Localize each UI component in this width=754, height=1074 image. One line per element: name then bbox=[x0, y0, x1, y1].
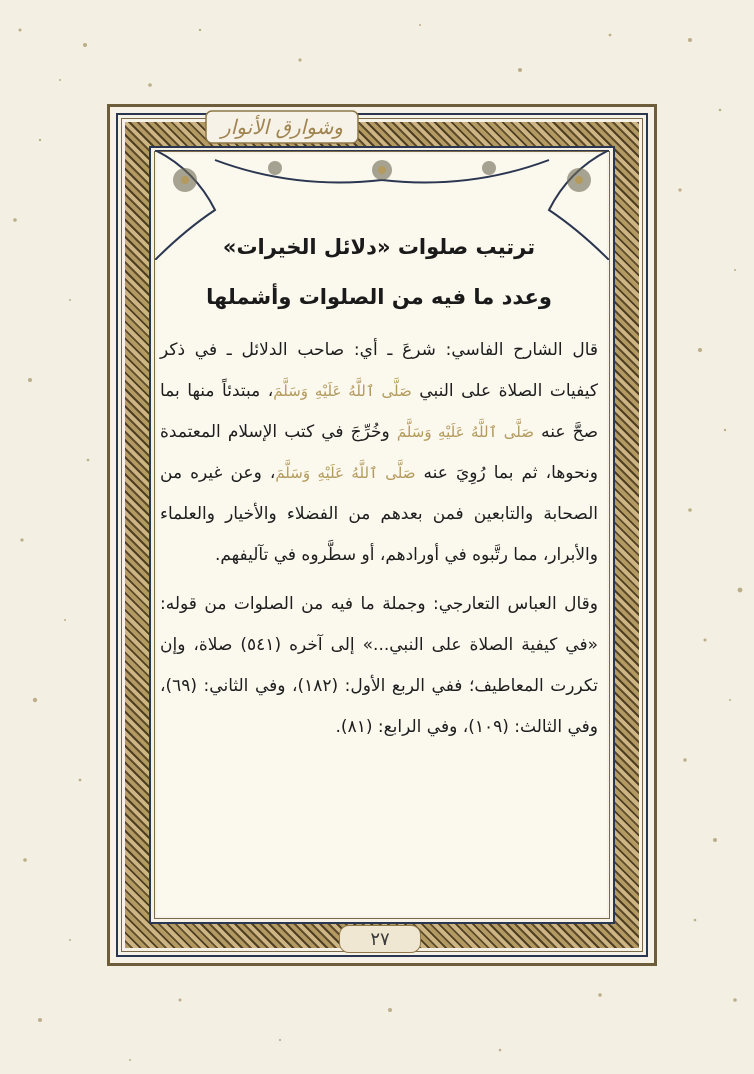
series-title: وشوارق الأنوار bbox=[221, 115, 343, 139]
paragraph-1-segment-3: وخُرِّجَ في كتب الإسلام المعتمدة ونحوها، ثم بما رُوِيَ عنه bbox=[160, 422, 598, 483]
page-body bbox=[160, 222, 598, 748]
chapter-title-line-1: ترتيب صلوات «دلائل الخيرات» bbox=[222, 235, 536, 259]
paragraph-1-segment-2: ، مبتدئاً منها بما صحَّ عنه bbox=[160, 381, 599, 442]
series-title-banner bbox=[205, 107, 359, 147]
paragraph-1 bbox=[160, 330, 598, 576]
honorific-2: صَلَّى ٱللَّهُ عَلَيْهِ وَسَلَّمَ bbox=[396, 423, 535, 441]
paragraph-2: وقال العباس التعارجي: وجملة ما فيه من الصلوات من قوله: «في كيفية الصلاة على النبي...» إلى آخره (٥٤١) صلاة، وإن تكررت المعاطيف؛ ففي الربع الأول: (١٨٢)، وفي الثاني: (٦٩)، وفي الثالث: (١٠٩)، وفي الرابع: (٨١). bbox=[160, 594, 598, 737]
chapter-title-line-2: وعدد ما فيه من الصلوات وأشملها bbox=[206, 285, 552, 309]
paragraph-1-segment-1: قال الشارح الفاسي: شرعَ ـ أي: صاحب الدلائل ـ في ذكر كيفيات الصلاة على النبي bbox=[160, 340, 598, 401]
honorific-3: صَلَّى ٱللَّهُ عَلَيْهِ وَسَلَّمَ bbox=[275, 464, 416, 482]
honorific-1: صَلَّى ٱللَّهُ عَلَيْهِ وَسَلَّمَ bbox=[273, 382, 412, 400]
paragraph-1-segment-4: ، وعن غيره من الصحابة والتابعين فمن بعدهم من الفضلاء والأخيار والعلماء والأبرار، مما رتَّبوه في أورادهم، أو سطَّروه في تآليفهم. bbox=[160, 463, 598, 565]
page-number: ٢٧ bbox=[339, 925, 421, 953]
